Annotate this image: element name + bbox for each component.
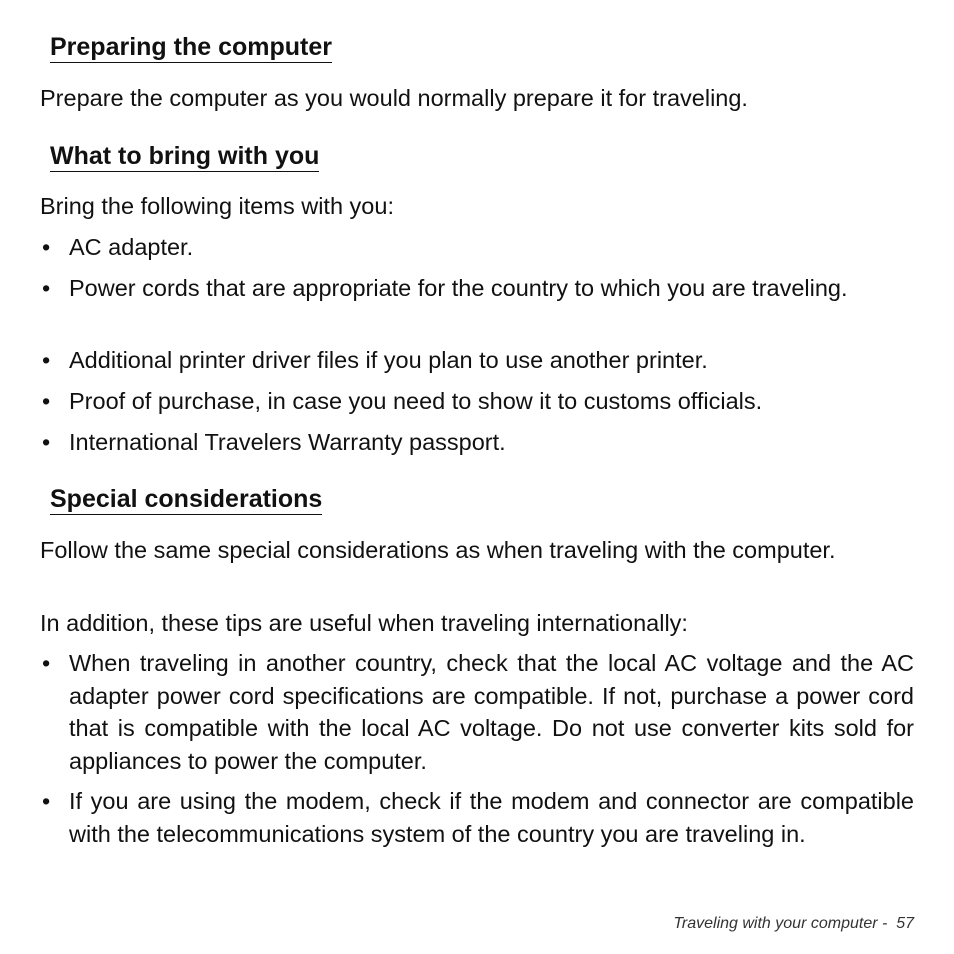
bullet-glyph: • xyxy=(42,788,51,814)
page-footer: Traveling with your computer - 57 xyxy=(673,915,914,932)
list-item-bring-5 xyxy=(40,426,914,459)
paragraph-special-1: Follow the same special considerations as when traveling with the computer. xyxy=(40,537,836,563)
heading-special-wrap xyxy=(40,484,322,515)
list-item-special-2 xyxy=(40,785,914,850)
list-item-text: Additional printer driver files if you plan to use another printer. xyxy=(69,347,708,373)
list-item-text: Proof of purchase, in case you need to show it to customs officials. xyxy=(69,388,763,414)
paragraph-preparing: Prepare the computer as you would normally prepare it for traveling. xyxy=(40,85,748,111)
paragraph-special-2: In addition, these tips are useful when traveling internationally: xyxy=(40,610,688,636)
list-item-text: If you are using the modem, check if the modem and connector are compatible with the telecommunications system of the country you are traveling in. xyxy=(69,788,914,847)
list-item-text: When traveling in another country, check that the local AC voltage and the AC adapter power cord specifications are compatible. If not, purchase a power cord that is compatible with the local AC voltage. Do not use converter kits sold for appliances to power the computer. xyxy=(69,650,914,774)
list-item-bring-3 xyxy=(40,344,914,377)
heading-bring-wrap xyxy=(40,141,319,172)
bullet-glyph: • xyxy=(42,347,51,373)
bullet-glyph: • xyxy=(42,388,51,414)
heading-what-to-bring: What to bring with you xyxy=(50,142,320,170)
bullet-glyph: • xyxy=(42,275,51,301)
bullet-glyph: • xyxy=(42,429,51,455)
list-item-text: Power cords that are appropriate for the country to which you are traveling. xyxy=(69,275,848,301)
paragraph-bring-intro: Bring the following items with you: xyxy=(40,193,394,219)
heading-special-considerations: Special considerations xyxy=(50,485,323,513)
list-item-text: International Travelers Warranty passport. xyxy=(69,429,506,455)
heading-preparing-the-computer: Preparing the computer xyxy=(50,33,332,61)
list-item-bring-4 xyxy=(40,385,914,418)
heading-preparing-wrap xyxy=(40,32,332,63)
list-item-special-1 xyxy=(40,647,914,777)
list-item-bring-1 xyxy=(40,231,914,264)
list-item-text: AC adapter. xyxy=(69,234,194,260)
bullet-glyph: • xyxy=(42,650,51,676)
list-item-bring-2 xyxy=(40,272,914,305)
bullet-glyph: • xyxy=(42,234,51,260)
